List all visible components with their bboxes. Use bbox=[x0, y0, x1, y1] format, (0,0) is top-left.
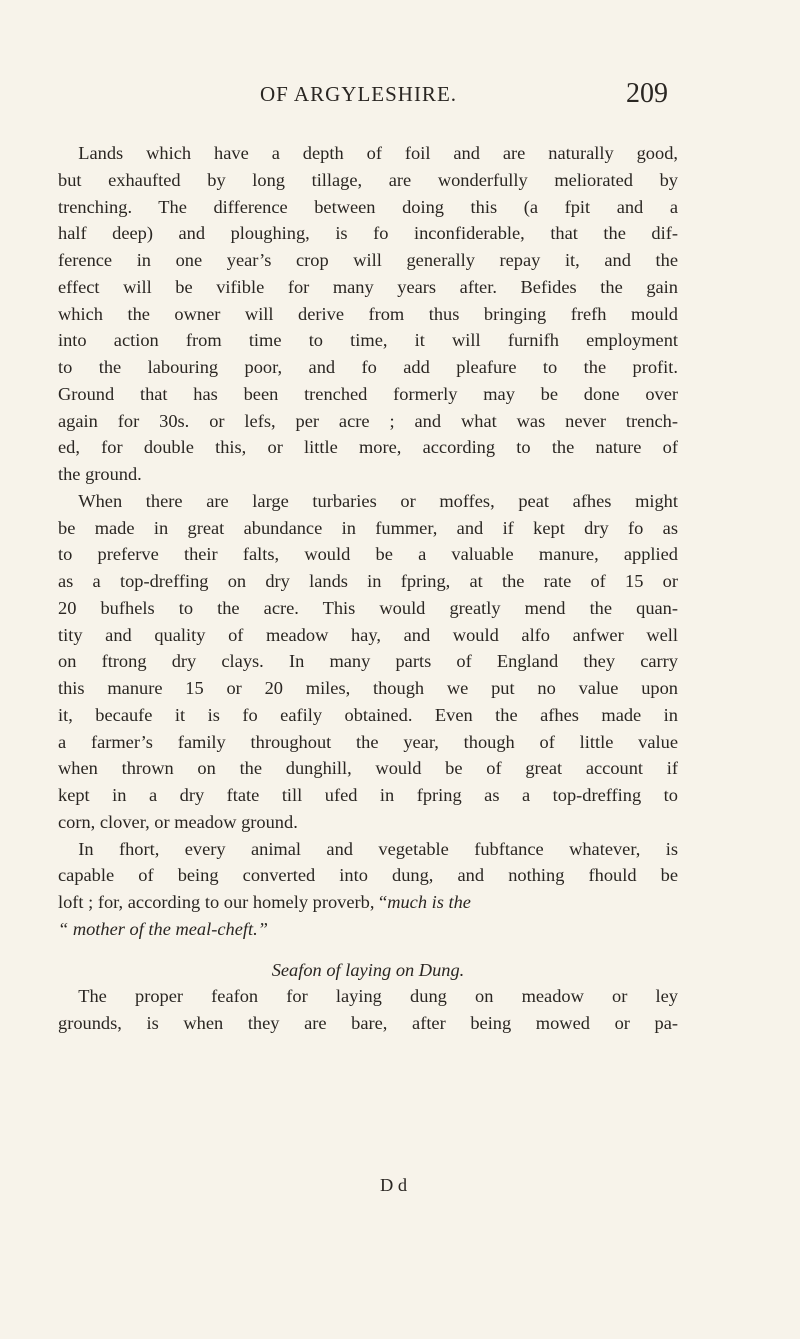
text-line: half deep) and ploughing, is fo inconfiderable, that the dif- bbox=[58, 223, 678, 244]
running-title: OF ARGYLESHIRE. bbox=[260, 82, 458, 106]
text-line: “ mother of the meal-cheft.” bbox=[58, 918, 268, 939]
text-line: on ftrong dry clays. In many parts of England they carry bbox=[58, 651, 678, 672]
text-line: The proper feafon for laying dung on meadow or ley bbox=[78, 986, 678, 1007]
section-spacer bbox=[58, 943, 678, 957]
text-line: In fhort, every animal and vegetable fubftance whatever, is bbox=[78, 838, 678, 859]
proverb-italic: much is the bbox=[387, 892, 471, 912]
text-line: but exhaufted by long tillage, are wonderfully meliorated by bbox=[58, 169, 678, 190]
text-line: kept in a dry ftate till ufed in fpring as a top-dreffing to bbox=[58, 785, 678, 805]
text-line: the ground. bbox=[58, 464, 142, 484]
text-line: to the labouring poor, and fo add pleafure to the profit. bbox=[58, 357, 678, 377]
text-line: a farmer’s family throughout the year, though of little value bbox=[58, 731, 678, 752]
text-line: capable of being converted into dung, and nothing fhould be bbox=[58, 865, 678, 886]
text-line: which the owner will derive from thus bringing frefh mould bbox=[58, 303, 678, 324]
text-line: When there are large turbaries or moffes, peat afhes might bbox=[78, 490, 678, 511]
text-line: grounds, is when they are bare, after being mowed or pa- bbox=[58, 1013, 678, 1033]
text-line: ference in one year’s crop will generally repay it, and the bbox=[58, 250, 678, 270]
text-line: as a top-dreffing on dry lands in fpring, at the rate of 15 or bbox=[58, 571, 678, 591]
text-line: it, becaufe it is fo eafily obtained. Even the afhes made in bbox=[58, 704, 678, 725]
text-line: Ground that has been trenched formerly may be done over bbox=[58, 383, 678, 404]
text-line bbox=[58, 889, 678, 916]
text-line: 20 bufhels to the acre. This would greatly mend the quan- bbox=[58, 597, 678, 618]
signature-catchword: D d bbox=[380, 1175, 408, 1195]
text-line: ed, for double this, or little more, according to the nature of bbox=[58, 437, 678, 458]
text-line: be made in great abundance in fummer, and if kept dry fo as bbox=[58, 517, 678, 538]
running-head bbox=[228, 78, 668, 110]
text-line: into action from time to time, it will furnifh employment bbox=[58, 330, 678, 351]
text-line: when thrown on the dunghill, would be of great account if bbox=[58, 758, 678, 779]
text-block bbox=[58, 140, 678, 1037]
text-line: trenching. The difference between doing this (a fpit and a bbox=[58, 196, 678, 217]
section-heading: Seafon of laying on Dung. bbox=[271, 959, 465, 980]
page-number: 209 bbox=[626, 78, 668, 109]
text-line: Lands which have a depth of foil and are naturally good, bbox=[78, 143, 678, 163]
proverb-lead-in: loft ; for, according to our homely proverb, “ bbox=[58, 892, 388, 912]
text-line: this manure 15 or 20 miles, though we put no value upon bbox=[58, 678, 678, 698]
text-line: effect will be vifible for many years after. Befides the gain bbox=[58, 276, 678, 297]
text-line: corn, clover, or meadow ground. bbox=[58, 811, 298, 832]
text-line: to preferve their falts, would be a valuable manure, applied bbox=[58, 544, 678, 565]
text-line: again for 30s. or lefs, per acre ; and what was never trench- bbox=[58, 410, 678, 431]
text-line: tity and quality of meadow hay, and would alfo anfwer well bbox=[58, 624, 678, 645]
